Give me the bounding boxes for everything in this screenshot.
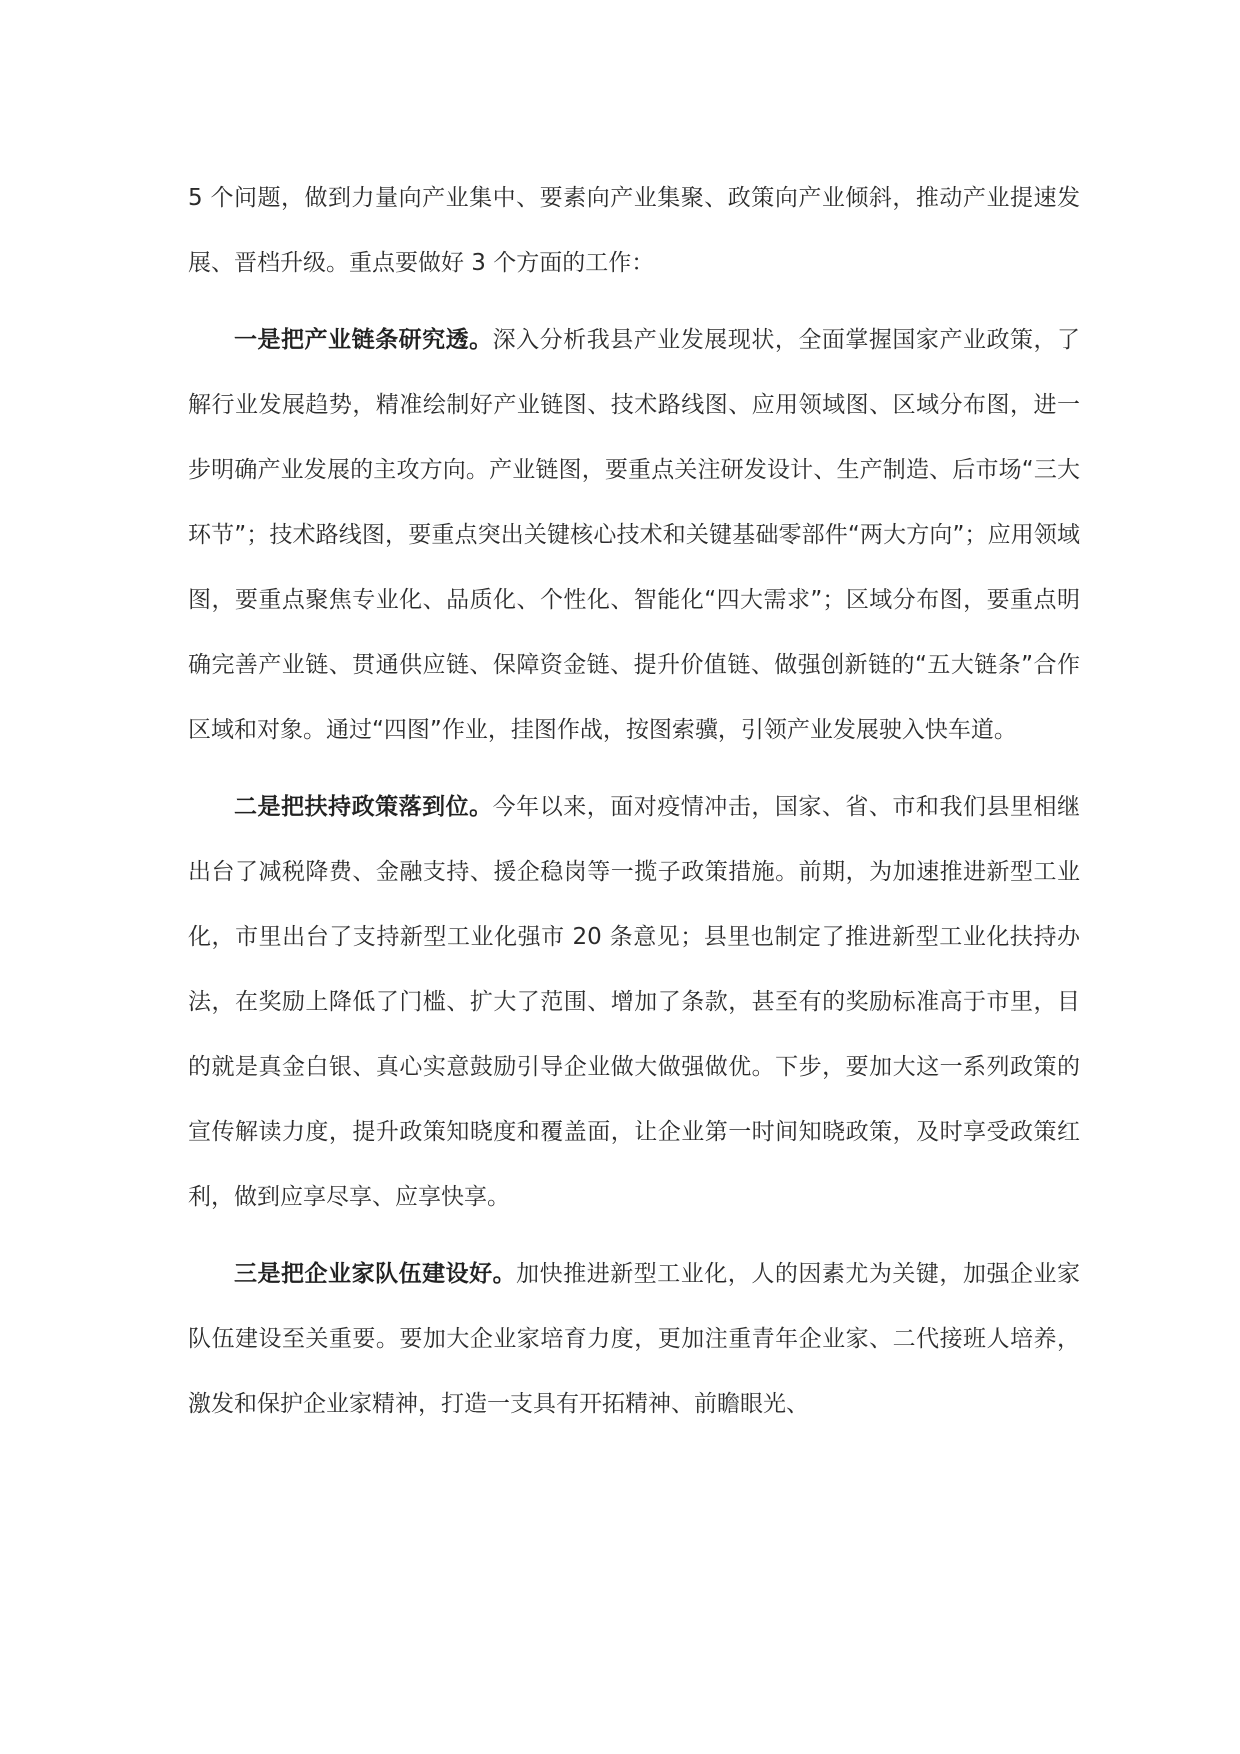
- paragraph-support-policy: [188, 775, 1080, 1230]
- paragraph-text: 加快推进新型工业化，人的因素尤为关键，加强企业家队伍建设至关重要。要加大企业家培育力度，更加注重青年企业家、二代接班人培养，激发和保护企业家精神，打造一支具有开拓精神、前瞻眼光、: [188, 1261, 1081, 1417]
- paragraph-lead: 三是把企业家队伍建设好。: [234, 1261, 517, 1287]
- paragraph-text: 深入分析我县产业发展现状，全面掌握国家产业政策，了解行业发展趋势，精准绘制好产业链图、技术路线图、应用领域图、区域分布图，进一步明确产业发展的主攻方向。产业链图，要重点关注研发设计、生产制造、后市场“三大环节”；技术路线图，要重点突出关键核心技术和关键基础零部件“两大方向”；应用领域图，要重点聚焦专业化、品质化、个性化、智能化“四大需求”；区域分布图，要重点明确完善产业链、贯通供应链、保障资金链、提升价值链、做强创新链的“五大链条”合作区域和对象。通过“四图”作业，挂图作战，按图索骥，引领产业发展驶入快车道。: [188, 327, 1081, 743]
- document-body: [188, 166, 1080, 1437]
- paragraph-lead: 二是把扶持政策落到位。: [234, 794, 493, 820]
- paragraph-text: 5 个问题，做到力量向产业集中、要素向产业集聚、政策向产业倾斜，推动产业提速发展、晋档升级。重点要做好 3 个方面的工作：: [188, 185, 1080, 276]
- paragraph-intro: [188, 166, 1080, 296]
- paragraph-lead: 一是把产业链条研究透。: [234, 327, 493, 353]
- paragraph-entrepreneurs: [188, 1242, 1080, 1437]
- paragraph-text: 今年以来，面对疫情冲击，国家、省、市和我们县里相继出台了减税降费、金融支持、援企稳岗等一揽子政策措施。前期，为加速推进新型工业化，市里出台了支持新型工业化强市 20 条意见；县里也制定了推进新型工业化扶持办法，在奖励上降低了门槛、扩大了范围、增加了条款，甚至有的奖励标准高于市里，目的就是真金白银、真心实意鼓励引导企业做大做强做优。下步，要加大这一系列政策的宣传解读力度，提升政策知晓度和覆盖面，让企业第一时间知晓政策，及时享受政策红利，做到应享尽享、应享快享。: [188, 794, 1081, 1210]
- paragraph-industry-chain: [188, 308, 1080, 763]
